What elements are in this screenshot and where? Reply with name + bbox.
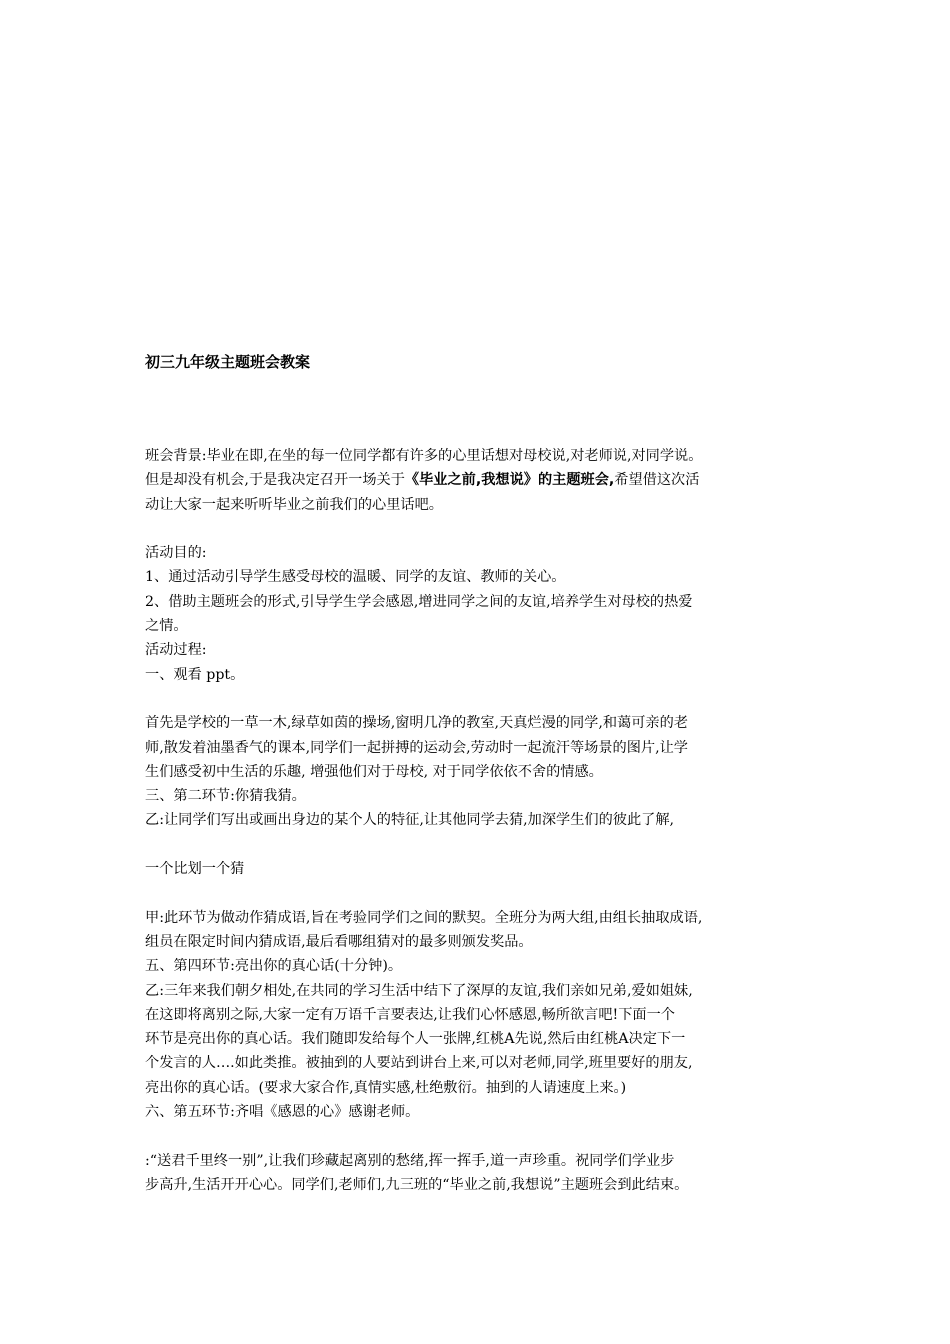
truth-paragraph-line-4: 个发言的人….如此类推。被抽到的人要站到讲台上来,可以对老师,同学,班里要好的朋友,: [145, 1055, 693, 1072]
process-step-3: 三、第二环节:你猜我猜。: [145, 788, 306, 805]
guess-paragraph-line-1: 乙:让同学们写出或画出身边的某个人的特征,让其他同学去猜,加深学生们的彼此了解,: [145, 812, 675, 829]
goal-item-2-line-1: 2、借助主题班会的形式,引导学生学会感恩,增进同学之间的友谊,培养学生对母校的热爱: [145, 593, 693, 610]
background-line-3: 动让大家一起来听听毕业之前我们的心里话吧。: [145, 496, 443, 513]
meeting-theme: 《毕业之前,我想说》的主题班会,: [404, 472, 615, 489]
background-line-1: 班会背景:毕业在即,在坐的每一位同学都有许多的心里话想对母校说,对老师说,对同学说。: [145, 448, 703, 464]
process-step-1: 一、观看 ppt。: [145, 666, 245, 683]
background-line-2: [145, 468, 825, 492]
process-step-5: 五、第四环节:亮出你的真心话(十分钟)。: [145, 958, 403, 975]
ending-paragraph-line-2: 步高升,生活开开心心。同学们,老师们,九三班的“毕业之前,我想说”主题班会到此结束。: [145, 1176, 689, 1193]
goals-heading: 活动目的:: [145, 545, 207, 562]
act-paragraph-line-1: 甲:此环节为做动作猜成语,旨在考验同学们之间的默契。全班分为两大组,由组长抽取成语,: [145, 909, 703, 926]
ending-paragraph-line-1: :“送君千里终一别”,让我们珍藏起离别的愁绪,挥一挥手,道一声珍重。祝同学们学业步: [145, 1152, 675, 1169]
guess-paragraph-line-2: 一个比划一个猜: [145, 861, 245, 878]
background-line-2-end: 希望借这次活: [614, 472, 700, 489]
spacer: [145, 687, 825, 711]
ppt-paragraph-line-3: 生们感受初中生活的乐趣, 增强他们对于母校, 对于同学依依不舍的情感。: [145, 763, 603, 780]
ppt-paragraph-line-1: 首先是学校的一草一木,绿草如茵的操场,窗明几净的教室,天真烂漫的同学,和蔼可亲的老: [145, 715, 688, 732]
document-title: 初三九年级主题班会教案: [145, 353, 311, 371]
truth-paragraph-line-3: 环节是亮出你的真心话。我们随即发给每个人一张牌,红桃A先说,然后由红桃A决定下一: [145, 1031, 686, 1048]
spacer: [145, 517, 825, 541]
background-line-2-start: 但是却没有机会,于是我决定召开一场关于: [145, 472, 405, 489]
document-body: [145, 444, 825, 1197]
spacer: [145, 833, 825, 857]
truth-paragraph-line-5: 亮出你的真心话。(要求大家合作,真情实感,杜绝敷衍。抽到的人请速度上来。): [145, 1079, 627, 1096]
process-step-6: 六、第五环节:齐唱《感恩的心》感谢老师。: [145, 1104, 420, 1121]
goal-item-1: 1、通过活动引导学生感受母校的温暖、同学的友谊、教师的关心。: [145, 569, 566, 586]
spacer: [145, 1124, 825, 1148]
act-paragraph-line-2: 组员在限定时间内猜成语,最后看哪组猜对的最多则颁发奖品。: [145, 933, 533, 950]
ppt-paragraph-line-2: 师,散发着油墨香气的课本,同学们一起拼搏的运动会,劳动时一起流汗等场景的图片,让学: [145, 739, 688, 756]
spacer: [145, 881, 825, 905]
goal-item-2-line-2: 之情。: [145, 618, 188, 635]
truth-paragraph-line-1: 乙:三年来我们朝夕相处,在共同的学习生活中结下了深厚的友谊,我们亲如兄弟,爱如姐妹,: [145, 982, 693, 999]
process-heading: 活动过程:: [145, 642, 207, 659]
truth-paragraph-line-2: 在这即将离别之际,大家一定有万语千言要表达,让我们心怀感恩,畅所欲言吧!下面一个: [145, 1006, 675, 1023]
